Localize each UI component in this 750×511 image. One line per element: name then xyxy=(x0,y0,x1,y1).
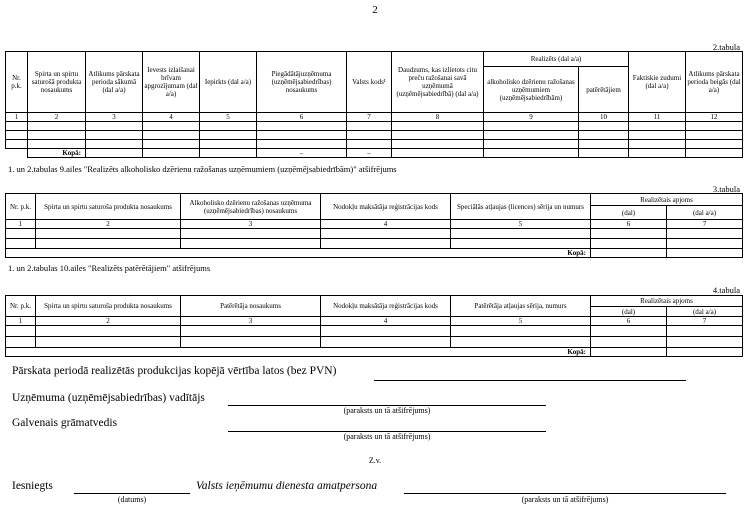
official-sign-hint: (paraksts un tā atšifrējums) xyxy=(521,495,609,504)
t2-num: 10 xyxy=(579,113,629,122)
t4-h-consumer: Patērētāja nosaukums xyxy=(181,296,321,317)
t2-h-losses: Faktiskie zudumi (dal a/a) xyxy=(629,52,686,113)
t3-num: 4 xyxy=(321,220,451,229)
table-row xyxy=(6,122,743,131)
caption-table4: 1. un 2.tabulas 10.ailes "Realizēts patērētājiem" atšifrējums xyxy=(8,263,211,273)
t2-total-row xyxy=(6,149,743,158)
t3-num: 5 xyxy=(451,220,591,229)
total-value-label: Pārskata periodā realizētās produkcijas kopējā vērtība latos (bez PVN) xyxy=(12,365,337,377)
table-4 xyxy=(5,295,743,357)
accountant-label: Galvenais grāmatvedis xyxy=(12,417,118,429)
t3-h-dal: (dal) xyxy=(591,206,667,220)
t4-h-product: Spirta un spirtu saturoša produkta nosaukums xyxy=(36,296,181,317)
table-row xyxy=(6,326,743,337)
table-row xyxy=(6,337,743,348)
t3-h-regcode: Nodokļu maksātāja reģistrācijas kods xyxy=(321,194,451,220)
t2-dash: – xyxy=(347,149,392,158)
table-3 xyxy=(5,193,743,258)
t2-num: 5 xyxy=(200,113,257,122)
t2-num: 8 xyxy=(392,113,484,122)
t2-h-supplier: Piegādātājuzņēmuma (uzņēmējsabiedrības) nosaukums xyxy=(257,52,347,113)
t2-num: 4 xyxy=(143,113,200,122)
t3-h-license: Speciālās atļaujas (licences) sērija un numurs xyxy=(451,194,591,220)
t2-num: 9 xyxy=(484,113,579,122)
t3-h-volume: Realizētais apjoms xyxy=(591,194,743,206)
date-hint: (datums) xyxy=(117,495,147,504)
t4-total-label: Kopā: xyxy=(6,348,591,357)
t2-h-realized-producers: alkoholisko dzērienu ražošanas uzņēmumiem (uzņēmējsabiedrībām) xyxy=(484,67,579,113)
t3-total-label: Kopā: xyxy=(6,249,591,258)
t4-h-regcode: Nodokļu maksātāja reģistrācijas kods xyxy=(321,296,451,317)
t4-h-volume: Realizētais apjoms xyxy=(591,296,743,307)
t2-num: 1 xyxy=(6,113,28,122)
t4-h-permit: Patērētāja atļaujas sērija, numurs xyxy=(451,296,591,317)
t2-h-imported: Ievests izlaišanai brīvam apgrozījumam (dal a/a) xyxy=(143,52,200,113)
t4-total-row xyxy=(6,348,743,357)
t2-h-realized: Realizēts (dal a/a) xyxy=(484,52,629,67)
date-line[interactable] xyxy=(74,493,190,494)
t4-num: 6 xyxy=(591,317,667,326)
t2-h-used: Daudzums, kas izlietots citu preču ražošanai savā uzņēmumā (uzņēmējsabiedrībā) (dal a/a) xyxy=(392,52,484,113)
table-row xyxy=(6,229,743,239)
t2-num: 6 xyxy=(257,113,347,122)
t2-h-start: Atlikums pārskata perioda sākumā (dal a/a) xyxy=(86,52,143,113)
t4-num: 2 xyxy=(36,317,181,326)
t2-h-end: Atlikums pārskata perioda beigās (dal a/a) xyxy=(686,52,743,113)
t4-h-dalaa: (dal a/a) xyxy=(667,307,743,317)
t4-h-nr: Nr. p.k. xyxy=(6,296,36,317)
t2-h-product: Spirta un spirtu saturošā produkta nosaukums xyxy=(28,52,86,113)
t2-h-purchased: Iepirkts (dal a/a) xyxy=(200,52,257,113)
t2-h-realized-consumers: patērētājiem xyxy=(579,67,629,113)
t2-h-nr: Nr. p.k. xyxy=(6,52,28,113)
t2-h-country: Valsts kods¹ xyxy=(347,52,392,113)
t4-num: 7 xyxy=(667,317,743,326)
t3-h-product: Spirta un spirtu saturoša produkta nosaukums xyxy=(36,194,181,220)
t3-num: 1 xyxy=(6,220,36,229)
seal-placeholder: Z.v. xyxy=(368,456,382,465)
t4-num: 1 xyxy=(6,317,36,326)
t2-num: 11 xyxy=(629,113,686,122)
table4-label: 4.tabula xyxy=(712,285,740,295)
official-label: Valsts ieņēmumu dienesta amatpersona xyxy=(196,480,378,492)
t3-num: 3 xyxy=(181,220,321,229)
t3-num: 6 xyxy=(591,220,667,229)
t4-num: 3 xyxy=(181,317,321,326)
manager-label: Uzņēmuma (uzņēmējsabiedrības) vadītājs xyxy=(12,392,205,404)
page-number: 2 xyxy=(372,4,378,16)
t2-num: 3 xyxy=(86,113,143,122)
table-2 xyxy=(5,51,743,158)
t4-num: 4 xyxy=(321,317,451,326)
t4-num: 5 xyxy=(451,317,591,326)
t2-num: 7 xyxy=(347,113,392,122)
t2-num: 2 xyxy=(28,113,86,122)
t3-h-nr: Nr. p.k. xyxy=(6,194,36,220)
t3-h-dalaa: (dal a/a) xyxy=(667,206,743,220)
table-row xyxy=(6,239,743,249)
total-value-line[interactable] xyxy=(374,380,686,381)
table-row xyxy=(6,131,743,140)
t2-total-label: Kopā: xyxy=(28,149,86,158)
t2-num: 12 xyxy=(686,113,743,122)
caption-table3: 1. un 2.tabulas 9.ailes "Realizēts alkoholisko dzērienu ražošanas uzņēmumiem (uzņēmējsabiedrībām)" atšifrējums xyxy=(8,164,397,174)
t4-h-dal: (dal) xyxy=(591,307,667,317)
manager-sign-hint: (paraksts un tā atšifrējums) xyxy=(343,406,431,415)
t2-dash: – xyxy=(257,149,347,158)
accountant-sign-hint: (paraksts un tā atšifrējums) xyxy=(343,432,431,441)
table3-label: 3.tabula xyxy=(712,184,740,194)
table-row xyxy=(6,140,743,149)
official-signature-line[interactable] xyxy=(404,493,726,494)
table2-label: 2.tabula xyxy=(712,42,740,52)
t3-h-company: Alkoholisko dzērienu ražošanas uzņēmuma (uzņēmējsabiedrības) nosaukums xyxy=(181,194,321,220)
submitted-label: Iesniegts xyxy=(12,480,53,492)
t3-total-row xyxy=(6,249,743,258)
t3-num: 2 xyxy=(36,220,181,229)
t3-num: 7 xyxy=(667,220,743,229)
